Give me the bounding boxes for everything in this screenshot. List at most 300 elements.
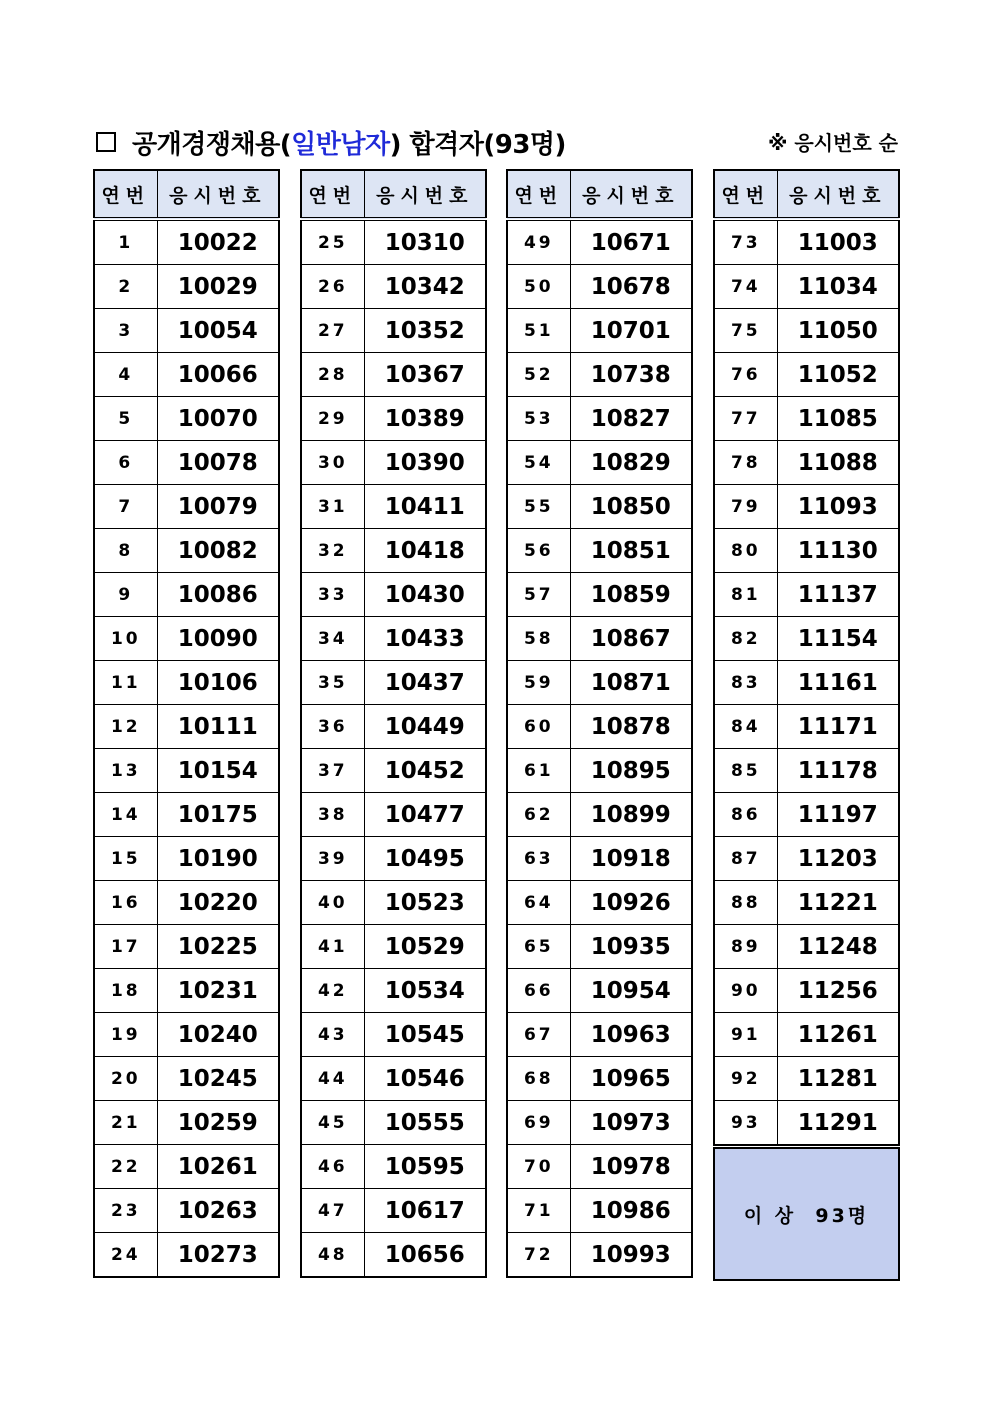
table-row [94, 1101, 279, 1145]
seq-cell: 46 [301, 1145, 364, 1189]
table-row [714, 661, 899, 705]
title-highlight: 일반남자 [291, 129, 390, 160]
seq-cell: 12 [94, 705, 157, 749]
table-row [301, 881, 486, 925]
table-row [714, 925, 899, 969]
table-row [507, 573, 692, 617]
seq-cell: 39 [301, 837, 364, 881]
table-row [94, 485, 279, 529]
table-row [94, 265, 279, 309]
table-row [507, 1233, 692, 1278]
exam-number-cell: 10595 [364, 1145, 486, 1189]
table-row [507, 881, 692, 925]
seq-cell: 68 [507, 1057, 570, 1101]
seq-cell: 27 [301, 309, 364, 353]
page-title [96, 122, 566, 162]
seq-cell: 34 [301, 617, 364, 661]
seq-cell: 73 [714, 219, 777, 265]
table-row [714, 485, 899, 529]
table-row [301, 1189, 486, 1233]
seq-cell: 37 [301, 749, 364, 793]
seq-cell: 49 [507, 219, 570, 265]
seq-cell: 75 [714, 309, 777, 353]
table-row [301, 705, 486, 749]
summary-total: 이 상 93명 [713, 1147, 900, 1281]
exam-number-cell: 10850 [570, 485, 692, 529]
seq-cell: 69 [507, 1101, 570, 1145]
table-row [507, 969, 692, 1013]
seq-cell: 20 [94, 1057, 157, 1101]
exam-number-cell: 11203 [777, 837, 899, 881]
exam-number-cell: 10926 [570, 881, 692, 925]
table-row [94, 1013, 279, 1057]
seq-cell: 83 [714, 661, 777, 705]
exam-number-cell: 10430 [364, 573, 486, 617]
exam-number-cell: 10495 [364, 837, 486, 881]
seq-cell: 55 [507, 485, 570, 529]
exam-number-cell: 11137 [777, 573, 899, 617]
table-row [94, 353, 279, 397]
seq-cell: 13 [94, 749, 157, 793]
exam-number-cell: 11261 [777, 1013, 899, 1057]
seq-cell: 29 [301, 397, 364, 441]
seq-cell: 72 [507, 1233, 570, 1278]
seq-cell: 1 [94, 219, 157, 265]
exam-number-cell: 10859 [570, 573, 692, 617]
seq-cell: 66 [507, 969, 570, 1013]
exam-number-cell: 11221 [777, 881, 899, 925]
seq-cell: 36 [301, 705, 364, 749]
table-row [301, 837, 486, 881]
exam-number-cell: 10871 [570, 661, 692, 705]
table-row [507, 925, 692, 969]
table-row [301, 573, 486, 617]
title-prefix: 공개경쟁채용( [132, 129, 292, 160]
table-row [507, 485, 692, 529]
seq-cell: 87 [714, 837, 777, 881]
table-row [301, 219, 486, 265]
table-row [94, 1145, 279, 1189]
exam-number-cell: 10086 [157, 573, 279, 617]
table-row [507, 1145, 692, 1189]
seq-cell: 7 [94, 485, 157, 529]
exam-number-cell: 11003 [777, 219, 899, 265]
exam-number-cell: 10452 [364, 749, 486, 793]
exam-number-cell: 10190 [157, 837, 279, 881]
seq-cell: 17 [94, 925, 157, 969]
table-row [507, 661, 692, 705]
seq-cell: 71 [507, 1189, 570, 1233]
seq-cell: 88 [714, 881, 777, 925]
table-row [301, 969, 486, 1013]
table-row [714, 219, 899, 265]
table-row [94, 1233, 279, 1278]
column-header-exam-no: 응시번호 [777, 170, 899, 219]
table-row [507, 529, 692, 573]
seq-cell: 40 [301, 881, 364, 925]
table-row [301, 925, 486, 969]
exam-number-cell: 10738 [570, 353, 692, 397]
exam-number-cell: 10245 [157, 1057, 279, 1101]
seq-cell: 85 [714, 749, 777, 793]
exam-number-cell: 10310 [364, 219, 486, 265]
exam-number-cell: 10973 [570, 1101, 692, 1145]
table-row [94, 793, 279, 837]
result-table-4 [713, 169, 900, 1146]
seq-cell: 16 [94, 881, 157, 925]
exam-number-cell: 10240 [157, 1013, 279, 1057]
seq-cell: 4 [94, 353, 157, 397]
exam-number-cell: 10231 [157, 969, 279, 1013]
seq-cell: 42 [301, 969, 364, 1013]
exam-number-cell: 10899 [570, 793, 692, 837]
table-row [94, 617, 279, 661]
seq-cell: 44 [301, 1057, 364, 1101]
table-row [301, 1233, 486, 1278]
exam-number-cell: 10029 [157, 265, 279, 309]
exam-number-cell: 10671 [570, 219, 692, 265]
exam-number-cell: 11130 [777, 529, 899, 573]
seq-cell: 50 [507, 265, 570, 309]
table-body [507, 219, 692, 1277]
exam-number-cell: 10867 [570, 617, 692, 661]
exam-number-cell: 10656 [364, 1233, 486, 1278]
seq-cell: 78 [714, 441, 777, 485]
seq-cell: 11 [94, 661, 157, 705]
table-row [94, 881, 279, 925]
exam-number-cell: 10433 [364, 617, 486, 661]
seq-cell: 18 [94, 969, 157, 1013]
table-row [714, 881, 899, 925]
seq-cell: 38 [301, 793, 364, 837]
seq-cell: 74 [714, 265, 777, 309]
exam-number-cell: 10617 [364, 1189, 486, 1233]
exam-number-cell: 11050 [777, 309, 899, 353]
exam-number-cell: 10437 [364, 661, 486, 705]
exam-number-cell: 10993 [570, 1233, 692, 1278]
exam-number-cell: 11256 [777, 969, 899, 1013]
table-row [714, 1013, 899, 1057]
table-row [714, 309, 899, 353]
table-row [94, 1189, 279, 1233]
table-row [507, 309, 692, 353]
exam-number-cell: 10220 [157, 881, 279, 925]
exam-number-cell: 10106 [157, 661, 279, 705]
seq-cell: 51 [507, 309, 570, 353]
exam-number-cell: 10154 [157, 749, 279, 793]
table-row [507, 1101, 692, 1145]
table-row [714, 573, 899, 617]
table-row [714, 353, 899, 397]
seq-cell: 24 [94, 1233, 157, 1278]
exam-number-cell: 11197 [777, 793, 899, 837]
seq-cell: 14 [94, 793, 157, 837]
exam-number-cell: 10259 [157, 1101, 279, 1145]
table-row [714, 1057, 899, 1101]
seq-cell: 65 [507, 925, 570, 969]
exam-number-cell: 10954 [570, 969, 692, 1013]
table-row [714, 529, 899, 573]
table-row [94, 661, 279, 705]
sort-note: ※ 응시번호 순 [768, 131, 898, 155]
seq-cell: 80 [714, 529, 777, 573]
exam-number-cell: 10534 [364, 969, 486, 1013]
seq-cell: 62 [507, 793, 570, 837]
seq-cell: 81 [714, 573, 777, 617]
exam-number-cell: 11248 [777, 925, 899, 969]
seq-cell: 10 [94, 617, 157, 661]
table-row [94, 219, 279, 265]
exam-number-cell: 10078 [157, 441, 279, 485]
table-row [714, 1101, 899, 1146]
table-row [507, 793, 692, 837]
exam-number-cell: 11085 [777, 397, 899, 441]
exam-number-cell: 10066 [157, 353, 279, 397]
result-table-3 [506, 169, 693, 1278]
table-row [301, 397, 486, 441]
seq-cell: 84 [714, 705, 777, 749]
seq-cell: 23 [94, 1189, 157, 1233]
seq-cell: 21 [94, 1101, 157, 1145]
table-row [301, 309, 486, 353]
table-row [301, 1013, 486, 1057]
table-body [301, 219, 486, 1277]
seq-cell: 59 [507, 661, 570, 705]
exam-number-cell: 10111 [157, 705, 279, 749]
seq-cell: 56 [507, 529, 570, 573]
table-row [714, 793, 899, 837]
seq-cell: 54 [507, 441, 570, 485]
seq-cell: 92 [714, 1057, 777, 1101]
table-row [94, 397, 279, 441]
seq-cell: 47 [301, 1189, 364, 1233]
exam-number-cell: 10529 [364, 925, 486, 969]
table-row [301, 265, 486, 309]
table-row [301, 1101, 486, 1145]
seq-cell: 57 [507, 573, 570, 617]
seq-cell: 89 [714, 925, 777, 969]
exam-number-cell: 10273 [157, 1233, 279, 1278]
exam-number-cell: 10449 [364, 705, 486, 749]
seq-cell: 64 [507, 881, 570, 925]
seq-cell: 58 [507, 617, 570, 661]
exam-number-cell: 10411 [364, 485, 486, 529]
seq-cell: 15 [94, 837, 157, 881]
seq-cell: 41 [301, 925, 364, 969]
exam-number-cell: 10918 [570, 837, 692, 881]
seq-cell: 79 [714, 485, 777, 529]
table-row [94, 837, 279, 881]
seq-cell: 48 [301, 1233, 364, 1278]
seq-cell: 33 [301, 573, 364, 617]
seq-cell: 35 [301, 661, 364, 705]
seq-cell: 70 [507, 1145, 570, 1189]
column-header-exam-no: 응시번호 [570, 170, 692, 219]
seq-cell: 28 [301, 353, 364, 397]
seq-cell: 61 [507, 749, 570, 793]
exam-number-cell: 10082 [157, 529, 279, 573]
seq-cell: 63 [507, 837, 570, 881]
exam-number-cell: 11154 [777, 617, 899, 661]
exam-number-cell: 10545 [364, 1013, 486, 1057]
exam-number-cell: 10935 [570, 925, 692, 969]
title-suffix: ) 합격자(93명) [389, 129, 566, 160]
exam-number-cell: 10851 [570, 529, 692, 573]
exam-number-cell: 10418 [364, 529, 486, 573]
seq-cell: 25 [301, 219, 364, 265]
exam-number-cell: 10175 [157, 793, 279, 837]
seq-cell: 43 [301, 1013, 364, 1057]
seq-cell: 2 [94, 265, 157, 309]
table-row [507, 1057, 692, 1101]
seq-cell: 60 [507, 705, 570, 749]
seq-cell: 82 [714, 617, 777, 661]
table-row [94, 573, 279, 617]
table-row [714, 749, 899, 793]
seq-cell: 76 [714, 353, 777, 397]
exam-number-cell: 10225 [157, 925, 279, 969]
column-header-exam-no: 응시번호 [364, 170, 486, 219]
seq-cell: 90 [714, 969, 777, 1013]
exam-number-cell: 11093 [777, 485, 899, 529]
table-row [94, 1057, 279, 1101]
seq-cell: 86 [714, 793, 777, 837]
exam-number-cell: 10261 [157, 1145, 279, 1189]
exam-number-cell: 11291 [777, 1101, 899, 1146]
exam-number-cell: 10523 [364, 881, 486, 925]
table-body [94, 219, 279, 1277]
seq-cell: 8 [94, 529, 157, 573]
table-row [94, 925, 279, 969]
seq-cell: 45 [301, 1101, 364, 1145]
table-row [301, 1145, 486, 1189]
column-header-seq: 연번 [507, 170, 570, 219]
seq-cell: 5 [94, 397, 157, 441]
exam-number-cell: 10986 [570, 1189, 692, 1233]
exam-number-cell: 10070 [157, 397, 279, 441]
exam-number-cell: 10054 [157, 309, 279, 353]
seq-cell: 26 [301, 265, 364, 309]
exam-number-cell: 10090 [157, 617, 279, 661]
table-row [301, 1057, 486, 1101]
table-row [94, 441, 279, 485]
table-row [507, 353, 692, 397]
table-row [507, 1013, 692, 1057]
result-table-1 [93, 169, 280, 1278]
exam-number-cell: 11281 [777, 1057, 899, 1101]
table-row [714, 397, 899, 441]
exam-number-cell: 10546 [364, 1057, 486, 1101]
table-body [714, 219, 899, 1145]
exam-number-cell: 10701 [570, 309, 692, 353]
table-row [94, 529, 279, 573]
column-header-seq: 연번 [301, 170, 364, 219]
table-row [714, 441, 899, 485]
exam-number-cell: 10263 [157, 1189, 279, 1233]
seq-cell: 9 [94, 573, 157, 617]
table-row [714, 617, 899, 661]
table-row [507, 749, 692, 793]
seq-cell: 91 [714, 1013, 777, 1057]
column-header-exam-no: 응시번호 [157, 170, 279, 219]
table-row [301, 661, 486, 705]
table-row [94, 705, 279, 749]
exam-number-cell: 10390 [364, 441, 486, 485]
exam-number-cell: 10978 [570, 1145, 692, 1189]
exam-number-cell: 11088 [777, 441, 899, 485]
exam-number-cell: 11161 [777, 661, 899, 705]
exam-number-cell: 11034 [777, 265, 899, 309]
table-row [507, 705, 692, 749]
exam-number-cell: 10963 [570, 1013, 692, 1057]
exam-number-cell: 10965 [570, 1057, 692, 1101]
table-row [714, 837, 899, 881]
table-row [94, 309, 279, 353]
column-header-seq: 연번 [714, 170, 777, 219]
table-row [301, 793, 486, 837]
seq-cell: 30 [301, 441, 364, 485]
exam-number-cell: 10367 [364, 353, 486, 397]
table-row [301, 617, 486, 661]
seq-cell: 53 [507, 397, 570, 441]
result-table-2 [300, 169, 487, 1278]
exam-number-cell: 10022 [157, 219, 279, 265]
exam-number-cell: 11178 [777, 749, 899, 793]
table-row [507, 441, 692, 485]
table-row [714, 265, 899, 309]
seq-cell: 32 [301, 529, 364, 573]
seq-cell: 3 [94, 309, 157, 353]
table-row [301, 485, 486, 529]
table-row [507, 265, 692, 309]
table-row [94, 969, 279, 1013]
exam-number-cell: 10555 [364, 1101, 486, 1145]
seq-cell: 77 [714, 397, 777, 441]
exam-number-cell: 10829 [570, 441, 692, 485]
seq-cell: 31 [301, 485, 364, 529]
seq-cell: 19 [94, 1013, 157, 1057]
table-row [507, 617, 692, 661]
table-row [301, 529, 486, 573]
column-header-seq: 연번 [94, 170, 157, 219]
exam-number-cell: 10342 [364, 265, 486, 309]
exam-number-cell: 10878 [570, 705, 692, 749]
exam-number-cell: 10079 [157, 485, 279, 529]
exam-number-cell: 10352 [364, 309, 486, 353]
seq-cell: 22 [94, 1145, 157, 1189]
table-row [301, 353, 486, 397]
table-row [507, 837, 692, 881]
seq-cell: 67 [507, 1013, 570, 1057]
exam-number-cell: 11052 [777, 353, 899, 397]
exam-number-cell: 10678 [570, 265, 692, 309]
exam-number-cell: 11171 [777, 705, 899, 749]
table-row [507, 397, 692, 441]
table-row [301, 441, 486, 485]
table-row [714, 969, 899, 1013]
table-row [507, 1189, 692, 1233]
table-row [301, 749, 486, 793]
exam-number-cell: 10389 [364, 397, 486, 441]
seq-cell: 52 [507, 353, 570, 397]
table-row [507, 219, 692, 265]
exam-number-cell: 10827 [570, 397, 692, 441]
seq-cell: 6 [94, 441, 157, 485]
table-row [714, 705, 899, 749]
exam-number-cell: 10477 [364, 793, 486, 837]
exam-number-cell: 10895 [570, 749, 692, 793]
seq-cell: 93 [714, 1101, 777, 1146]
